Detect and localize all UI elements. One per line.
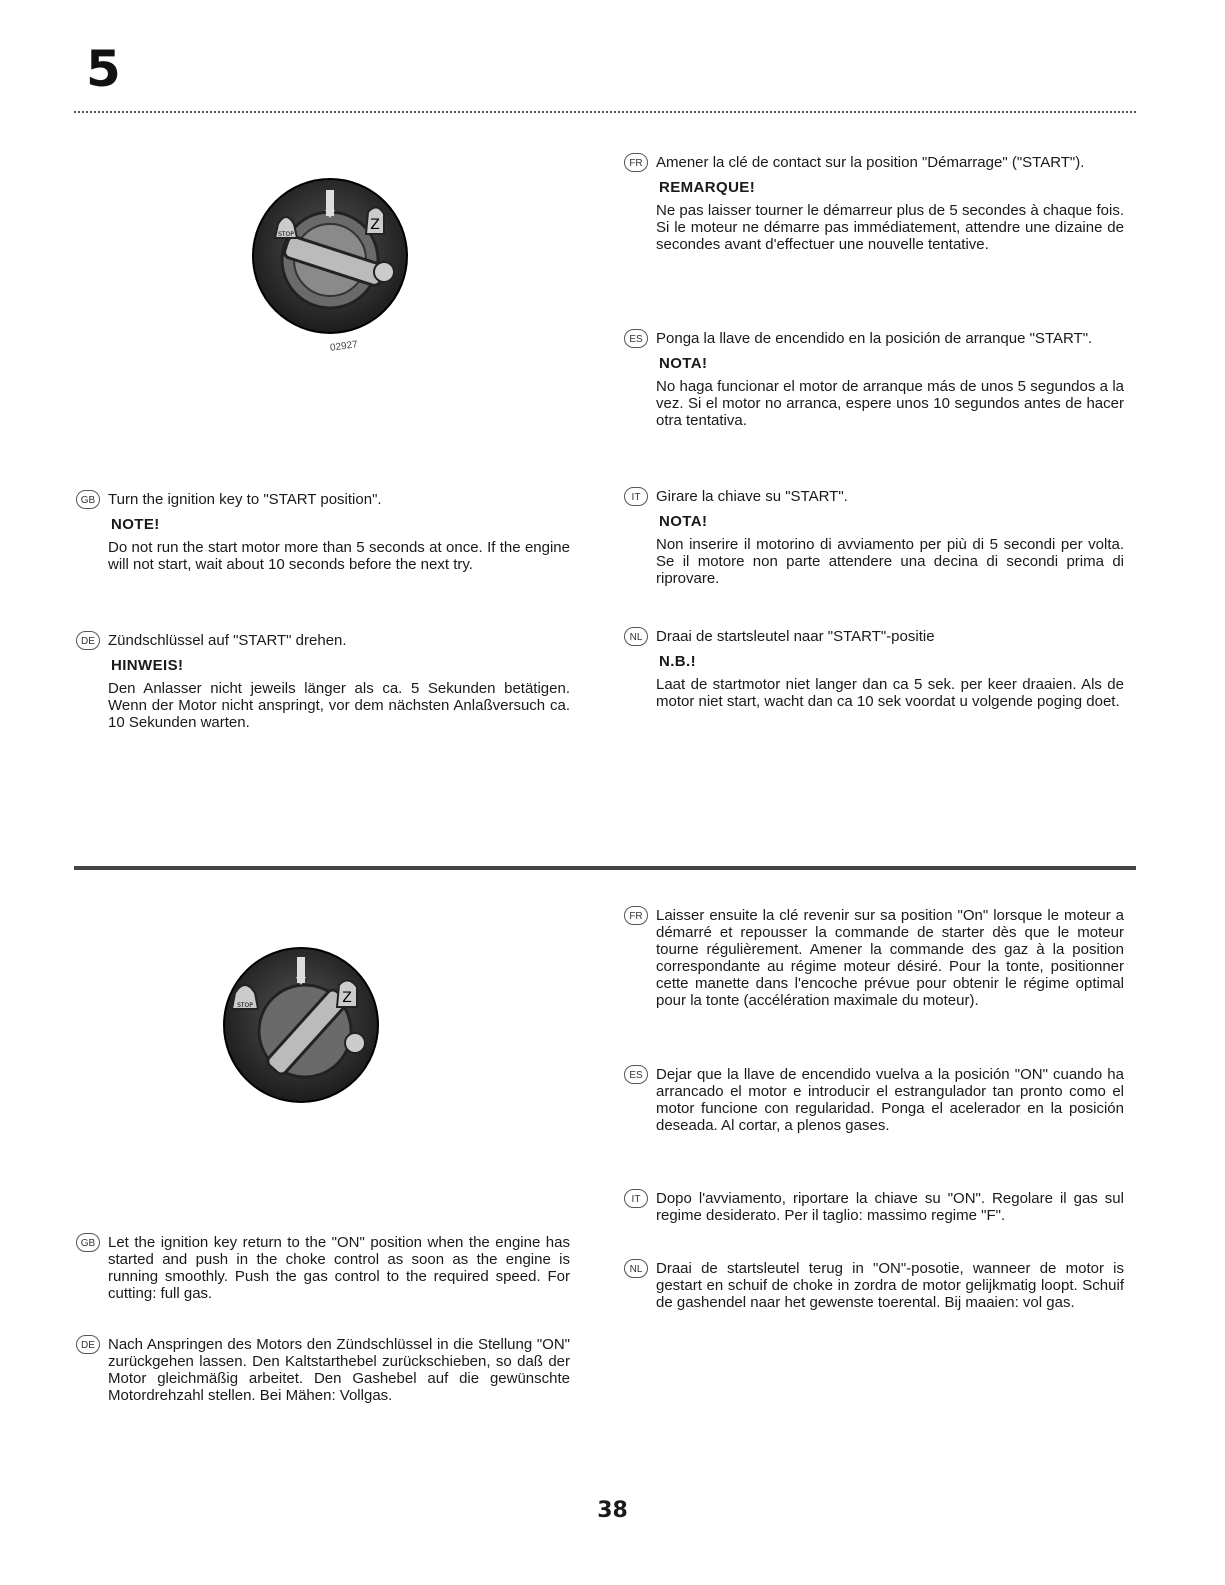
de-on-block [76, 1336, 570, 1404]
language-badge-nl-2: NL [624, 1259, 648, 1278]
it-instruction: Girare la chiave su "START". [656, 488, 848, 505]
fr-on-text: Laisser ensuite la clé revenir sur sa position "On" lorsque le moteur a démarré et repousser la commande de starter dès que le moteur tourne régulièrement. Amener la commande des gaz à la position correspondante au régime moteur désiré. Pour la tonte, positionner cette manette dans l'encoche prévue pour obtenir le régime optimal pour la tonte (accélération maximale du moteur). [656, 907, 1124, 1009]
fr-note-text: Ne pas laisser tourner le démarreur plus de 5 secondes à chaque fois. Si le moteur ne démarre pas immédiatement, attendre une dizaine de secondes avant d'effectuer une nouvelle tentative. [656, 202, 1124, 253]
es-note-label: NOTA! [659, 355, 708, 372]
language-badge-es-2: ES [624, 1065, 648, 1084]
language-badge-de-2: DE [76, 1335, 100, 1354]
es-start-block [624, 330, 1124, 429]
language-badge-gb: GB [76, 490, 100, 509]
es-on-block [624, 1066, 1124, 1134]
chapter-number: 5 [86, 40, 121, 98]
nl-note-text: Laat de startmotor niet langer dan ca 5 sek. per keer draaien. Als de motor niet start, wacht dan ca 10 sek voordat u volgende poging doet. [656, 676, 1124, 710]
nl-on-block [624, 1260, 1124, 1311]
nl-start-block [624, 628, 1124, 710]
de-on-text: Nach Anspringen des Motors den Zündschlüssel in die Stellung "ON" zurückgehen lassen. Den Kaltstarthebel zurückschieben, so daß der Motor gleichmäßig arbeitet. Den Gashebel auf die gewünschte Motordrehzahl stellen. Bei Mähen: Vollgas. [108, 1336, 570, 1404]
language-badge-nl: NL [624, 627, 648, 646]
figure-code: 02927 [329, 339, 359, 354]
language-badge-es: ES [624, 329, 648, 348]
fr-instruction: Amener la clé de contact sur la position "Démarrage" ("START"). [656, 154, 1085, 171]
svg-text:Z: Z [370, 217, 380, 233]
nl-on-text: Draai de startsleutel terug in "ON"-posotie, wanneer de motor is gestart en schuif de choke in zordra de motor gelijkmatig loopt. Schuif de gashendel naar het gewenste toerental. Bij maaien: vol gas. [656, 1260, 1124, 1311]
it-on-block [624, 1190, 1124, 1224]
stop-label: STOP [278, 231, 294, 238]
it-note-label: NOTA! [659, 513, 708, 530]
it-note-text: Non inserire il motorino di avviamento per più di 5 secondi per volta. Se il motore non parte attendere una decina di secondi prima di riprovare. [656, 536, 1124, 587]
ignition-switch-start-figure [250, 176, 410, 336]
es-on-text: Dejar que la llave de encendido vuelva a la posición "ON" cuando ha arrancado el motor e introducir el estrangulador tan pronto como el motor funcione con regularidad. Ponga el acelerador en la posición deseada. Al cortar, a plenos gases. [656, 1066, 1124, 1134]
de-start-block [76, 632, 570, 731]
de-instruction: Zündschlüssel auf "START" drehen. [108, 632, 347, 649]
stop-label-2: STOP [237, 1002, 253, 1009]
fr-note-label: REMARQUE! [659, 179, 756, 196]
language-badge-fr: FR [624, 153, 648, 172]
gb-note-text: Do not run the start motor more than 5 seconds at once. If the engine will not start, wait about 10 seconds before the next try. [108, 539, 570, 573]
language-badge-it: IT [624, 487, 648, 506]
language-badge-fr-2: FR [624, 906, 648, 925]
gb-start-block [76, 491, 570, 573]
fr-on-block [624, 907, 1124, 1009]
gb-on-text: Let the ignition key return to the "ON" position when the engine has started and push in the choke control as soon as the engine is running smoothly. Push the gas control to the required speed. For cutting: full gas. [108, 1234, 570, 1302]
gb-note-label: NOTE! [111, 516, 160, 533]
svg-text:Z: Z [342, 990, 352, 1006]
top-divider [74, 111, 1136, 113]
nl-instruction: Draai de startsleutel naar "START"-positie [656, 628, 935, 645]
fr-start-block [624, 154, 1124, 253]
it-start-block [624, 488, 1124, 587]
language-badge-gb-2: GB [76, 1233, 100, 1252]
section-divider [74, 866, 1136, 870]
gb-instruction: Turn the ignition key to "START position". [108, 491, 382, 508]
it-on-text: Dopo l'avviamento, riportare la chiave su "ON". Regolare il gas sul regime desiderato. Per il taglio: massimo regime "F". [656, 1190, 1124, 1224]
de-note-label: HINWEIS! [111, 657, 184, 674]
ignition-switch-on-figure [221, 945, 381, 1105]
es-instruction: Ponga la llave de encendido en la posición de arranque "START". [656, 330, 1093, 347]
de-note-text: Den Anlasser nicht jeweils länger als ca. 5 Sekunden betätigen. Wenn der Motor nicht anspringt, vor dem nächsten Anlaßversuch ca. 10 Sekunden warten. [108, 680, 570, 731]
nl-note-label: N.B.! [659, 653, 696, 670]
language-badge-it-2: IT [624, 1189, 648, 1208]
es-note-text: No haga funcionar el motor de arranque más de unos 5 segundos a la vez. Si el motor no arranca, espere unos 10 segundos antes de hacer otra tentativa. [656, 378, 1124, 429]
gb-on-block [76, 1234, 570, 1302]
page-number: 38 [597, 1498, 628, 1523]
language-badge-de: DE [76, 631, 100, 650]
